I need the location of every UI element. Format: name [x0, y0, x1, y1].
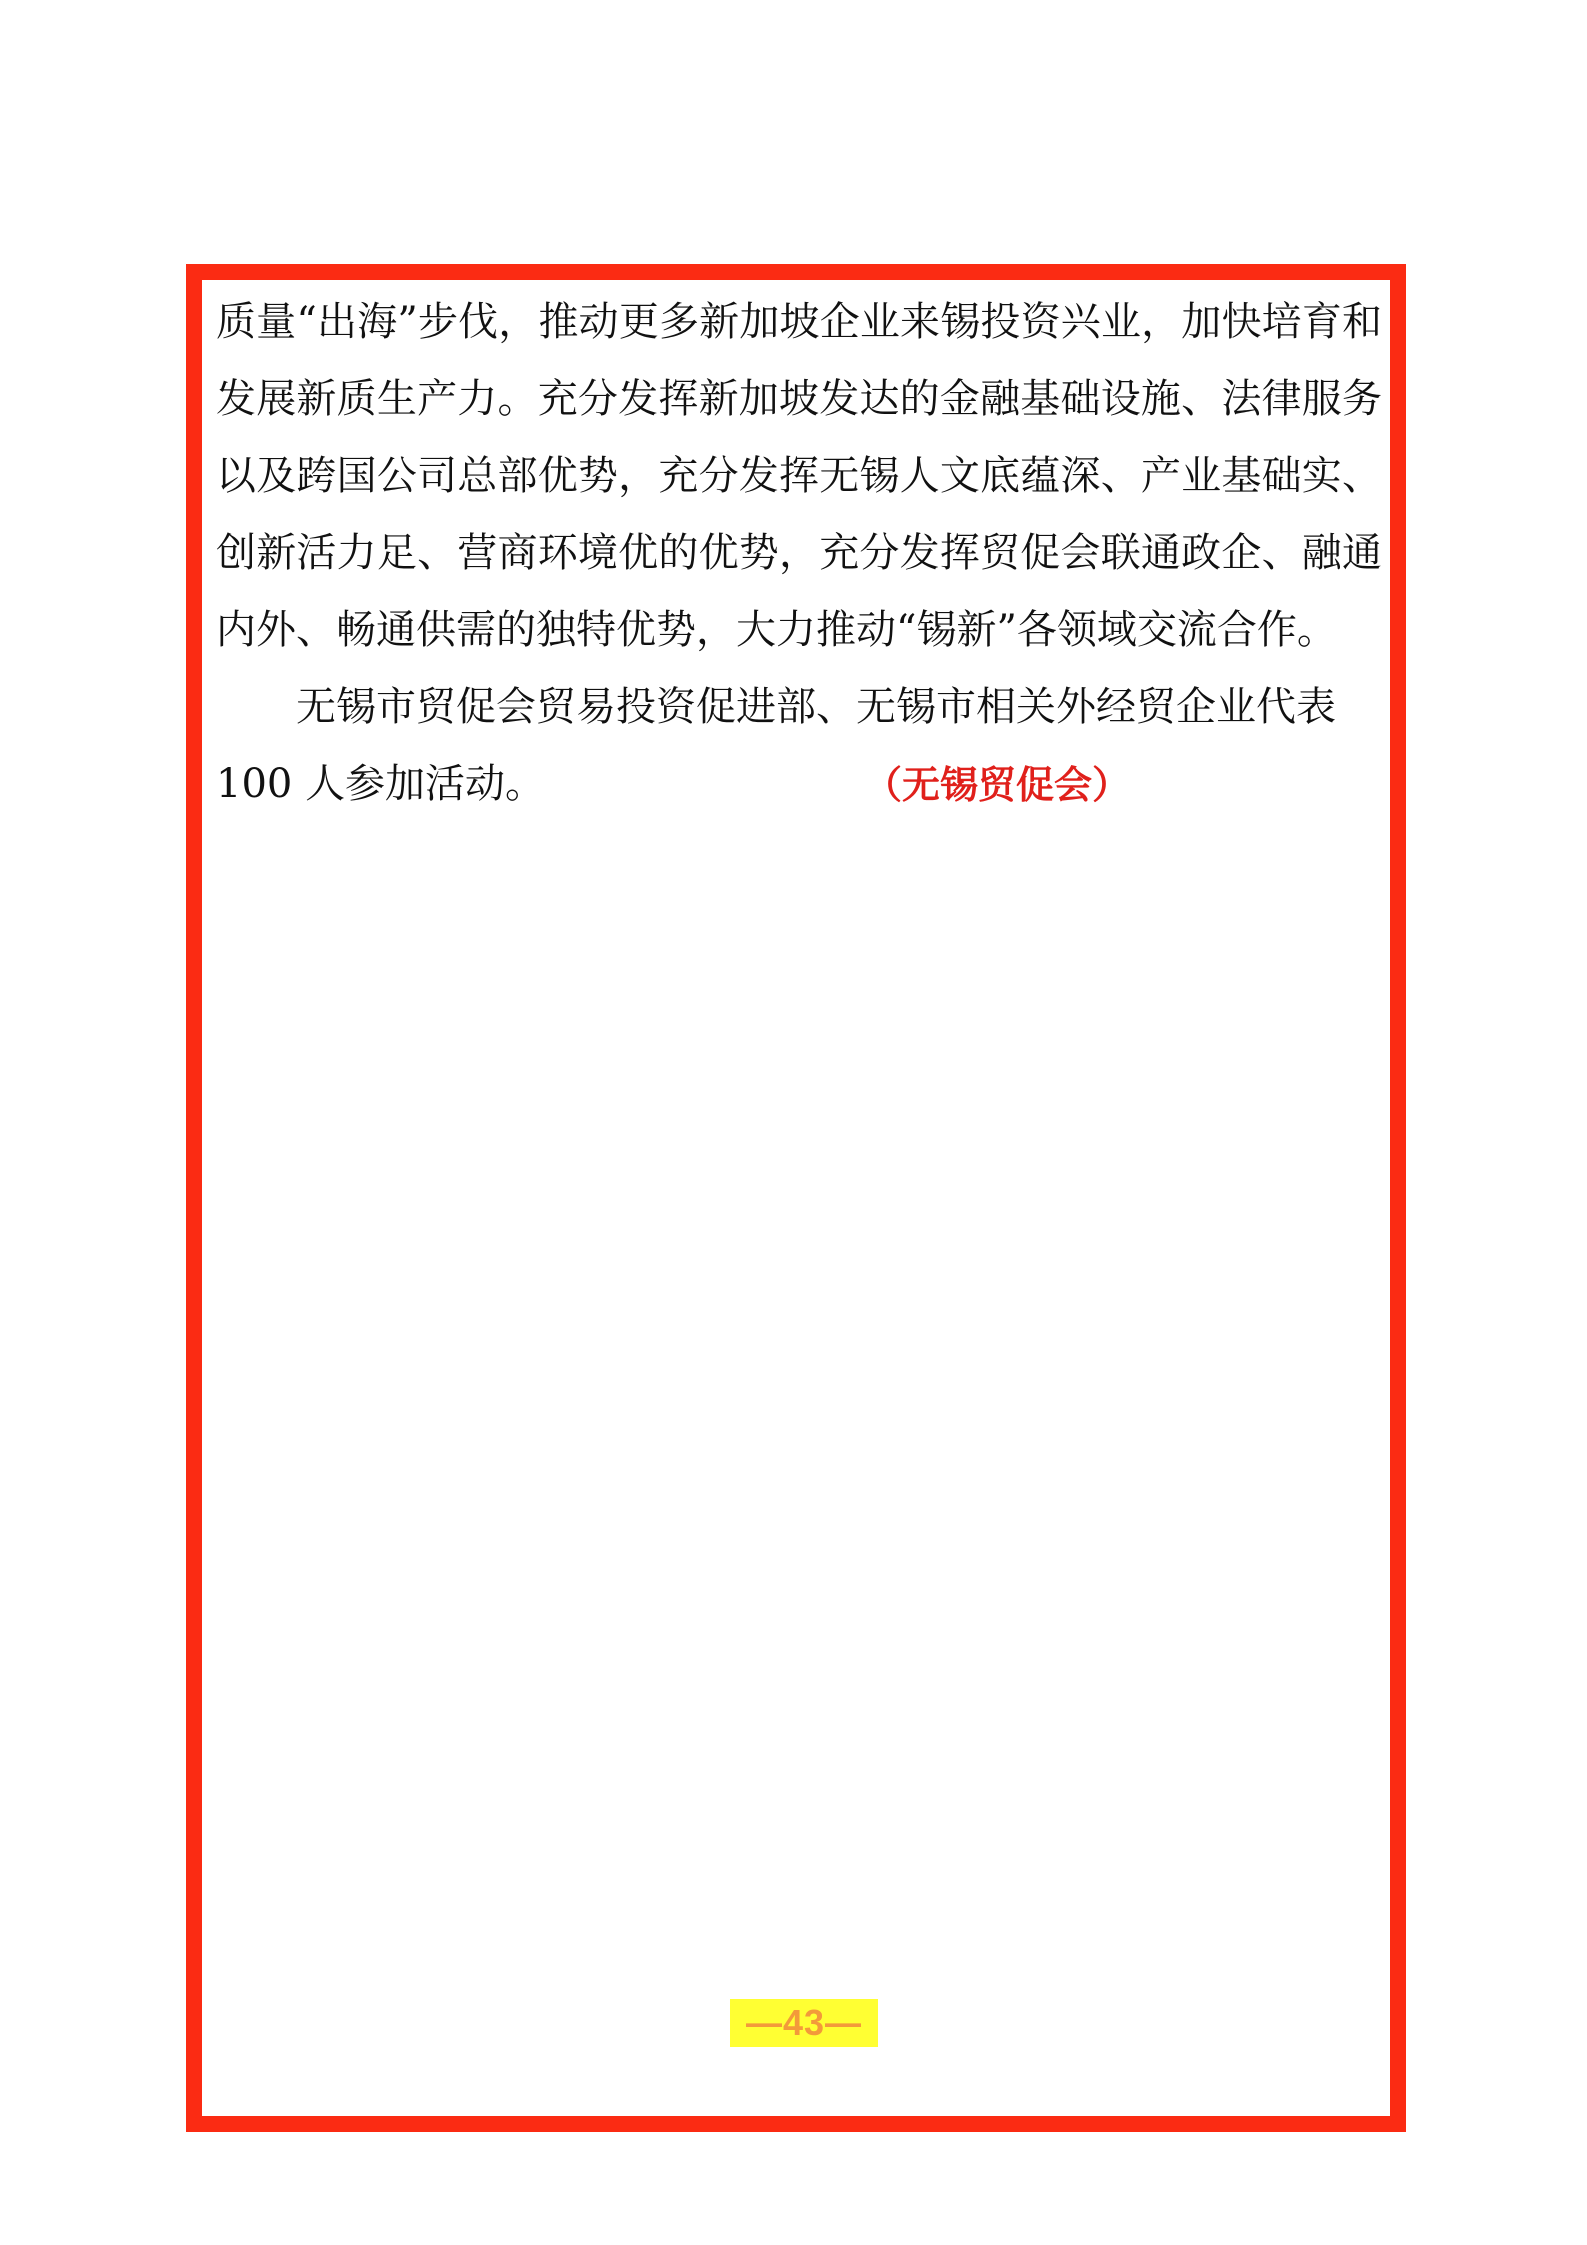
paragraph-2-tail: 100 人参加活动。: [216, 761, 546, 807]
paragraph-2-last-line: [216, 746, 1382, 823]
paragraph-1: 质量“出海”步伐，推动更多新加坡企业来锡投资兴业，加快培育和发展新质生产力。充分发挥新加坡发达的金融基础设施、法律服务以及跨国公司总部优势，充分发挥无锡人文底蕴深、产业基础实、创新活力足、营商环境优的优势，充分发挥贸促会联通政企、融通内外、畅通供需的独特优势，大力推动“锡新”各领域交流合作。: [216, 299, 1382, 653]
page-number: —43—: [730, 1999, 878, 2047]
article-body: [216, 284, 1382, 823]
paragraph-2: 无锡市贸促会贸易投资促进部、无锡市相关外经贸企业代表: [296, 684, 1336, 730]
source-attribution: （无锡贸促会）: [864, 762, 1131, 807]
